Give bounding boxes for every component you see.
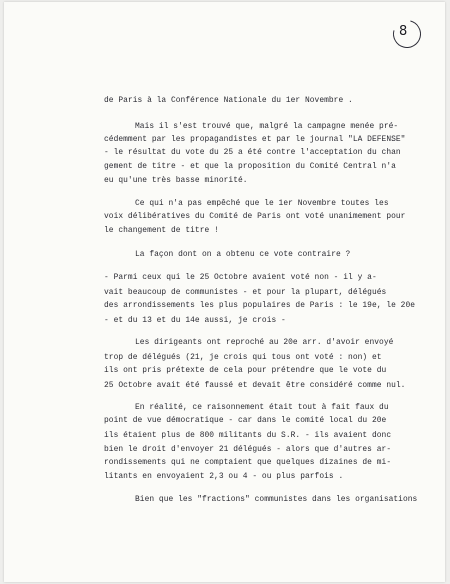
text-line: trop de délégués (21, je crois qui tous ont voté : non) et [104,353,382,362]
text-line: gement de titre - et que la proposition du Comité Central n'a [104,162,396,171]
text-line: ils étaient plus de 800 militants du S.R. - ils avaient donc [104,431,392,440]
text-line: En réalité, ce raisonnement était tout à fait faux du [135,403,389,412]
body-text [4,2,445,582]
text-line: - le résultat du vote du 25 a été contre l'acceptation du chan [104,148,401,157]
text-line: vait beaucoup de communistes - et pour la plupart, délégués [104,288,387,297]
text-line: voix délibératives du Comité de Paris ont voté unanimement pour [104,212,406,221]
page-number: 8 [399,24,408,39]
text-line: rondissements qui ne comptaient que quelques dizaines de mi- [104,458,392,467]
text-line: Ce qui n'a pas empêché que le 1er Novembre toutes les [135,199,389,208]
text-line: point de vue démocratique - car dans le comité local du 20e [104,416,387,425]
text-line: ils ont pris prétexte de cela pour prétendre que le vote du [104,366,387,375]
text-line: - et du 13 et du 14e aussi, je crois - [104,316,286,325]
document-page [4,2,445,582]
text-line: Mais il s'est trouvé que, malgré la campagne menée pré- [135,122,399,131]
text-line: le changement de titre ! [104,226,219,235]
text-line: 25 Octobre avait été faussé et devait être considéré comme nul. [104,381,406,390]
text-line: - Parmi ceux qui le 25 Octobre avaient voté non - il y a- [104,273,377,282]
text-line: litants en envoyaient 2,3 ou 4 - ou plus parfois . [104,472,344,481]
text-line: des arrondissements les plus populaires de Paris : le 19e, le 20e [104,301,416,310]
text-line: Les dirigeants ont reproché au 20e arr. d'avoir envoyé [135,338,394,347]
text-line: La façon dont on a obtenu ce vote contraire ? [135,250,351,259]
text-line: Bien que les "fractions" communistes dans les organisations [135,495,418,504]
text-line: eu qu'une très basse minorité. [104,176,248,185]
text-line: cédemment par les propagandistes et par le journal "LA DEFENSE" [104,135,406,144]
text-line: bien le droit d'envoyer 21 délégués - alors que d'autres ar- [104,445,392,454]
text-line: de Paris à la Conférence Nationale du 1er Novembre . [104,96,353,105]
